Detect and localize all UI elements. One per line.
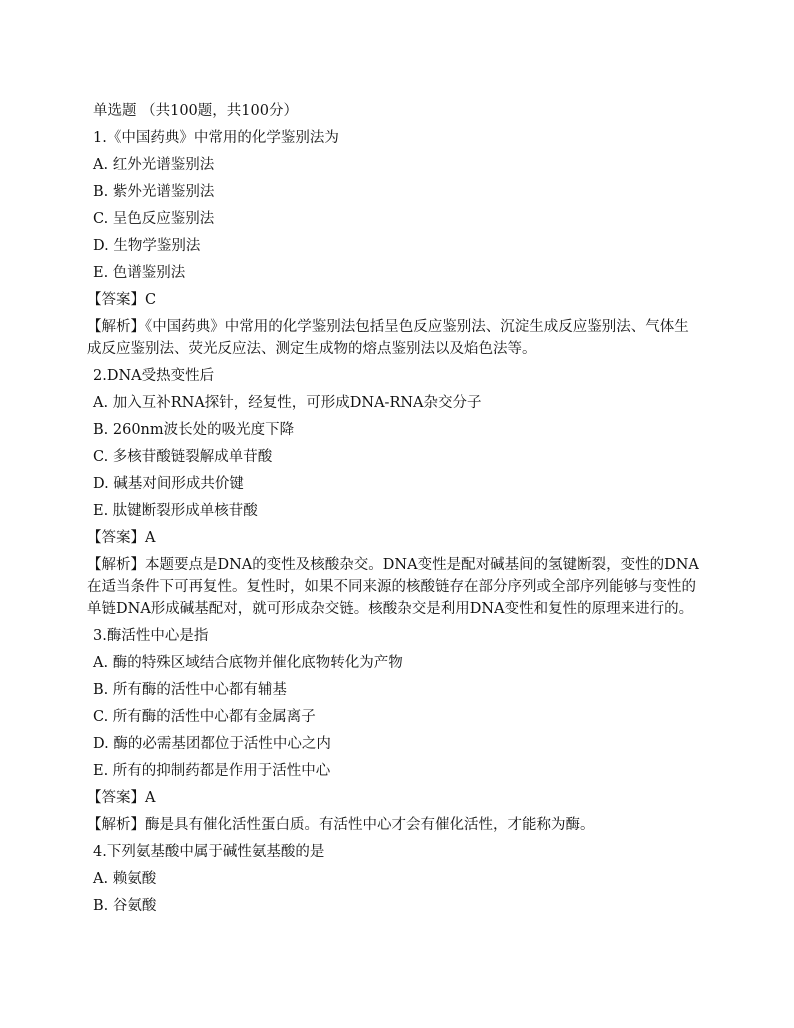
option-d: D. 酶的必需基团都位于活性中心之内 [93,736,331,752]
option-a: A. 赖氨酸 [93,871,157,887]
option-a: A. 酶的特殊区域结合底物并催化底物转化为产物 [93,655,403,671]
option-a: A. 红外光谱鉴别法 [93,157,215,173]
option-d: D. 生物学鉴别法 [93,238,201,254]
question-block [87,127,705,360]
option-b: B. 紫外光谱鉴别法 [93,184,215,200]
option-a: A. 加入互补RNA探针，经复性，可形成DNA-RNA杂交分子 [93,395,482,411]
section-title: 单选题 （共100题，共100分） [93,103,298,119]
option-c: C. 所有酶的活性中心都有金属离子 [93,709,316,725]
question-block [87,625,705,836]
analysis-paragraph: 【解析】本题要点是DNA的变性及核酸杂交。DNA变性是配对碱基间的氢键断裂，变性的DNA在适当条件下可再复性。复性时，如果不同来源的核酸链存在部分序列或全部序列能够与变性的单链DNA形成碱基配对，就可形成杂交链。核酸杂交是利用DNA变性和复性的原理来进行的。 [87,557,699,617]
option-e: E. 色谱鉴别法 [93,265,186,281]
answer-line: 【答案】A [87,790,156,806]
option-b: B. 所有酶的活性中心都有辅基 [93,682,287,698]
question-stem: 4.下列氨基酸中属于碱性氨基酸的是 [93,844,325,860]
option-b: B. 谷氨酸 [93,898,157,914]
option-b: B. 260nm波长处的吸光度下降 [93,422,295,438]
answer-line: 【答案】C [87,292,157,308]
option-c: C. 多核苷酸链裂解成单苷酸 [93,449,273,465]
analysis-paragraph: 【解析】《中国药典》中常用的化学鉴别法包括呈色反应鉴别法、沉淀生成反应鉴别法、气体生成反应鉴别法、荧光反应法、测定生成物的熔点鉴别法以及焰色法等。 [87,319,689,357]
question-stem: 1.《中国药典》中常用的化学鉴别法为 [93,130,339,146]
option-e: E. 所有的抑制药都是作用于活性中心 [93,763,331,779]
question-stem: 3.酶活性中心是指 [93,628,209,644]
option-e: E. 肽键断裂形成单核苷酸 [93,503,258,519]
question-block [87,365,705,620]
analysis-paragraph: 【解析】酶是具有催化活性蛋白质。有活性中心才会有催化活性，才能称为酶。 [87,817,595,833]
option-d: D. 碱基对间形成共价键 [93,476,244,492]
option-c: C. 呈色反应鉴别法 [93,211,215,227]
exam-page [87,100,705,922]
question-block [93,841,705,917]
question-stem: 2.DNA受热变性后 [93,368,215,384]
answer-line: 【答案】A [87,530,156,546]
